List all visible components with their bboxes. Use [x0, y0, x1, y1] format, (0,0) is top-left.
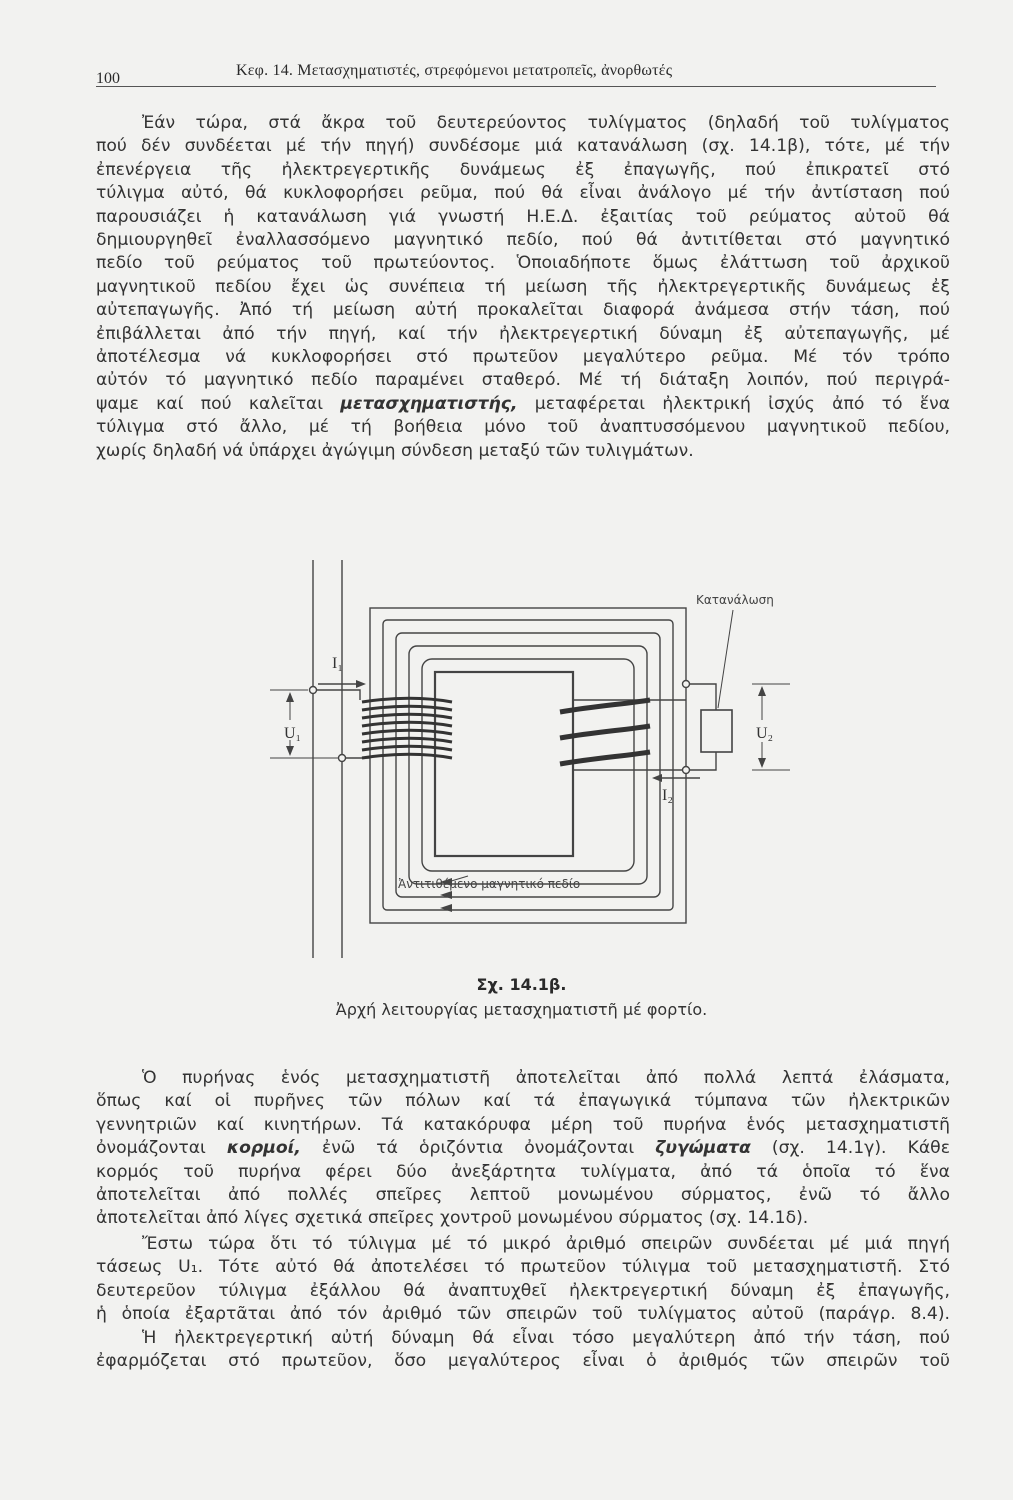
load-resistor	[701, 710, 732, 752]
secondary-terminal	[683, 767, 690, 774]
text-line: παρουσιάζει ἡ κατανάλωση γιά γνωστή Η.Ε.Δ. ἐξαιτίας τοῦ ρεύματος αὐτοῦ θά	[96, 206, 950, 227]
core	[435, 672, 573, 856]
text-line: αὐτεπαγωγῆς. Ἀπό τή μείωση αὐτή προκαλεῖται διαφορά ἀνάμεσα στήν τάση, πού	[96, 300, 950, 321]
label-opposing-field: Ἀντιτιθέμενο μαγνητικό πεδίο	[398, 877, 581, 891]
load-pointer	[718, 610, 733, 708]
primary-terminal	[339, 755, 346, 762]
page-number: 100	[96, 70, 120, 87]
text-line: τύλιγμα στό ἄλλο, μέ τή βοήθεια μόνο τοῦ ἀναπτυσσόμενου μαγνητικοῦ πεδίου,	[96, 417, 950, 438]
coil-turn	[362, 698, 452, 702]
text-line	[96, 1137, 950, 1160]
current-arrowhead-i2	[652, 774, 662, 782]
text-line: δευτερεῦον τύλιγμα ἐξάλλου θά ἀναπτυχθεῖ ἠλεκτρεγερτική δύναμη ἐξ ἐπαγωγῆς,	[96, 1280, 950, 1301]
coil-turn	[362, 738, 452, 742]
text-line: τάσεως U₁. Τότε αὐτό θά ἀποτελέσει τό πρωτεῦον τύλιγμα τοῦ μετασχηματιστῆ. Στό	[96, 1257, 950, 1278]
text-line: τύλιγμα αὐτό, θά κυκλοφορήσει ρεῦμα, πού θά εἶναι ἀνάλογο μέ τήν ἀντίσταση πού	[96, 183, 950, 204]
label-i2: I₂	[662, 787, 673, 804]
u2-arrowhead	[758, 686, 766, 696]
u1-arrowhead	[286, 746, 294, 756]
load-lead-top	[686, 684, 716, 710]
term-transformer: μετασχηματιστής,	[340, 393, 518, 414]
text-line: γεννητριῶν καί κινητήρων. Τά κατακόρυφα μέρη τοῦ πυρήνα ἑνός μετασχηματιστῆ	[96, 1114, 950, 1135]
field-loop	[422, 659, 634, 871]
coil-turn	[362, 730, 452, 734]
text-run: ἐνῶ τά ὁριζόντια ὀνομάζονται	[300, 1138, 656, 1159]
field-loop	[383, 620, 673, 910]
field-loop	[370, 608, 686, 923]
field-arrow	[440, 891, 452, 899]
text-line: Ἡ ἠλεκτρεγερτική αὐτή δύναμη θά εἶναι τόσο μεγαλύτερη ἀπό τήν τάση, πού	[142, 1327, 950, 1348]
figure-number: Σχ. 14.1β.	[476, 975, 567, 994]
text-run: (σχ. 14.1γ). Κάθε	[750, 1138, 950, 1159]
secondary-terminal	[683, 681, 690, 688]
text-run: ὀνομάζονται	[96, 1138, 227, 1159]
label-u2: U₂	[756, 725, 774, 742]
label-i1: I₁	[332, 655, 343, 672]
text-line: ἡ ὁποία ἐξαρτᾶται ἀπό τόν ἀριθμό τῶν σπειρῶν τοῦ τυλίγματος αὐτοῦ (παράγρ. 8.4).	[96, 1304, 950, 1325]
text-line: αὐτόν τό μαγνητικό πεδίο παραμένει σταθερό. Μέ τή διάταξη λοιπόν, πού περιγρά-	[96, 370, 950, 391]
text-line: ὅπως καί οἱ πυρῆνες τῶν πόλων καί τά ἐπαγωγικά τύμπανα τῶν ἠλεκτρικῶν	[96, 1091, 950, 1112]
text-line: ἀποτελεῖται ἀπό πολλές σπεῖρες λεπτοῦ μονωμένου σύρματος, ἐνῶ τό ἄλλο	[96, 1185, 950, 1206]
text-line: μαγνητικοῦ πεδίου ἔχει ὡς συνέπεια τή μείωση τῆς ἠλεκτρεγερτικῆς δυνάμεως ἐξ	[96, 276, 950, 297]
text-line: ἐπενέργεια τῆς ἠλεκτρεγερτικῆς δυνάμεως ἐξ ἐπαγωγῆς, πού ἐπικρατεῖ στό	[96, 159, 950, 180]
text-line: κορμός τοῦ πυρήνα φέρει δύο ἀνεξάρτητα τυλίγματα, ἀπό τά ὁποῖα τό ἕνα	[96, 1161, 950, 1182]
field-arrow	[440, 904, 452, 912]
coil-turn	[362, 714, 452, 718]
text-line: ἐφαρμόζεται στό πρωτεῦον, ὅσο μεγαλύτερος εἶναι ὁ ἀριθμός τῶν σπειρῶν τοῦ	[96, 1351, 950, 1372]
u1-arrowhead	[286, 692, 294, 702]
primary-winding	[362, 698, 452, 758]
text-line: ἀποτελεῖται ἀπό λίγες σχετικά σπεῖρες χοντροῦ μονωμένου σύρματος (σχ. 14.1δ).	[96, 1208, 809, 1229]
term-cores: κορμοί,	[226, 1138, 301, 1159]
text-line: Ἔστω τώρα ὅτι τό τύλιγμα μέ τό μικρό ἀριθμό σπειρῶν συνδέεται μέ μιά πηγή	[142, 1234, 950, 1254]
text-line: ἐπιβάλλεται ἀπό τήν πηγή, καί τήν ἠλεκτρεγερτική δύναμη ἐξ αὐτεπαγωγῆς, μέ	[96, 323, 950, 344]
label-u1: U₁	[284, 725, 302, 742]
primary-lead-top	[313, 690, 360, 700]
running-title: Κεφ. 14. Μετασχηματιστές, στρεφόμενοι μετατροπεῖς, ἀνορθωτές	[236, 62, 673, 79]
text-run: ψαμε καί πού καλεῖται	[96, 393, 341, 414]
text-line: πεδίο τοῦ ρεύματος τοῦ πρωτεύοντος. Ὁποιαδήποτε ὅμως ἐλάττωση τοῦ ἀρχικοῦ	[96, 253, 950, 274]
primary-terminal	[310, 687, 317, 694]
field-loop	[409, 646, 647, 884]
text-line: δημιουργηθεῖ ἐναλλασσόμενο μαγνητικό πεδίο, πού θά ἀντιτίθεται στό μαγνητικό	[96, 230, 950, 251]
coil-turn	[362, 706, 452, 710]
figure-caption: Ἀρχή λειτουργίας μετασχηματιστῆ μέ φορτίο.	[335, 1000, 708, 1019]
text-line: Ὁ πυρήνας ἑνός μετασχηματιστῆ ἀποτελεῖται ἀπό πολλά λεπτά ἐλάσματα,	[142, 1068, 950, 1088]
text-line: χωρίς δηλαδή νά ὑπάρχει ἀγώγιμη σύνδεση μεταξύ τῶν τυλιγμάτων.	[96, 440, 694, 461]
term-yokes: ζυγώματα	[655, 1138, 751, 1159]
text-line: ἀποτέλεσμα νά κυκλοφορήσει στό πρωτεῦον μεγαλύτερο ρεῦμα. Μέ τόν τρόπο	[96, 347, 950, 368]
load-lead-bottom	[686, 752, 716, 770]
coil-turn	[362, 722, 452, 726]
u2-arrowhead	[758, 758, 766, 768]
current-arrowhead-i1	[356, 680, 366, 688]
paragraph-3	[96, 1233, 950, 1373]
text-line: πού δέν συνδέεται μέ τήν πηγή) συνδέσομε μιά κατανάλωση (σχ. 14.1β), τότε, μέ τήν	[96, 136, 950, 157]
paragraph-2	[96, 1067, 950, 1231]
label-load: Κατανάλωση	[696, 593, 774, 607]
text-run: μεταφέρεται ἠλεκτρική ἰσχύς ἀπό τό ἕνα	[517, 393, 950, 414]
coil-turn	[362, 754, 452, 758]
coil-turn	[362, 746, 452, 750]
text-line: Ἐάν τώρα, στά ἄκρα τοῦ δευτερεύοντος τυλίγματος (δηλαδή τοῦ τυλίγματος	[142, 113, 950, 133]
